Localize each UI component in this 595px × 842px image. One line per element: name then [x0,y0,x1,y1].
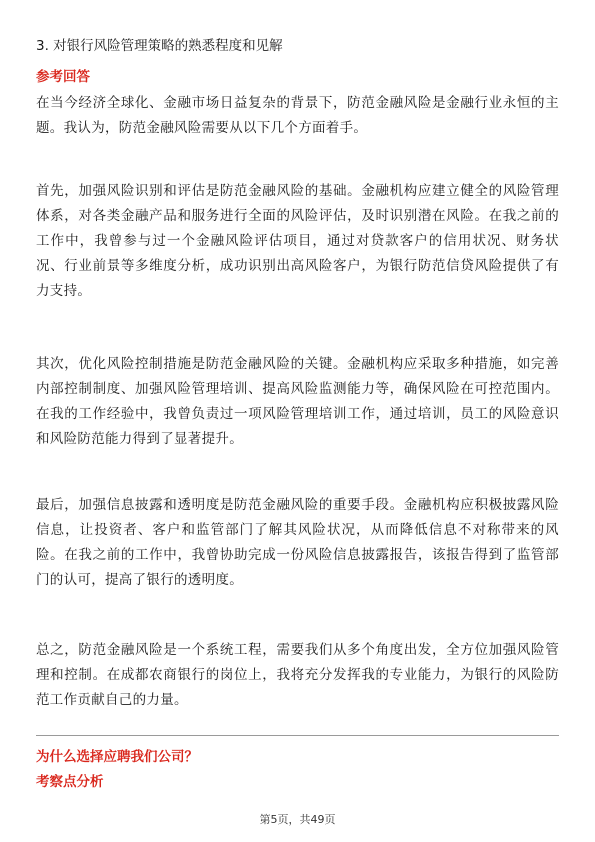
section-divider [36,735,559,736]
question-title: 3. 对银行风险管理策略的熟悉程度和见解 [36,38,283,54]
next-question-title: 为什么选择应聘我们公司？ [36,749,198,765]
analysis-heading: 考察点分析 [36,774,104,790]
answer-paragraph-conclusion: 总之，防范金融风险是一个系统工程，需要我们从多个角度出发，全方位加强风险管理和控制。在成都农商银行的岗位上，我将充分发挥我的专业能力，为银行的风险防范工作贡献自己的力量。 [36,642,559,708]
answer-heading: 参考回答 [36,69,90,85]
answer-paragraph-third: 最后，加强信息披露和透明度是防范金融风险的重要手段。金融机构应积极披露风险信息，让投资者、客户和监管部门了解其风险状况，从而降低信息不对称带来的风险。在我之前的工作中，我曾协助完成一份风险信息披露报告，该报告得到了监管部门的认可，提高了银行的透明度。 [36,497,559,588]
answer-paragraph-second: 其次，优化风险控制措施是防范金融风险的关键。金融机构应采取多种措施，如完善内部控制制度、加强风险管理培训、提高风险监测能力等，确保风险在可控范围内。在我的工作经验中，我曾负责过一项风险管理培训工作，通过培训，员工的风险意识和风险防范能力得到了显著提升。 [36,356,559,447]
answer-paragraph-first: 首先，加强风险识别和评估是防范金融风险的基础。金融机构应建立健全的风险管理体系，对各类金融产品和服务进行全面的风险评估，及时识别潜在风险。在我之前的工作中，我曾参与过一个金融风险评估项目，通过对贷款客户的信用状况、财务状况、行业前景等多维度分析，成功识别出高风险客户，为银行防范信贷风险提供了有力支持。 [36,183,559,299]
page-number: 第5页，共49页 [259,813,336,826]
answer-paragraph-intro: 在当今经济全球化、金融市场日益复杂的背景下，防范金融风险是金融行业永恒的主题。我认为，防范金融风险需要从以下几个方面着手。 [36,95,559,136]
